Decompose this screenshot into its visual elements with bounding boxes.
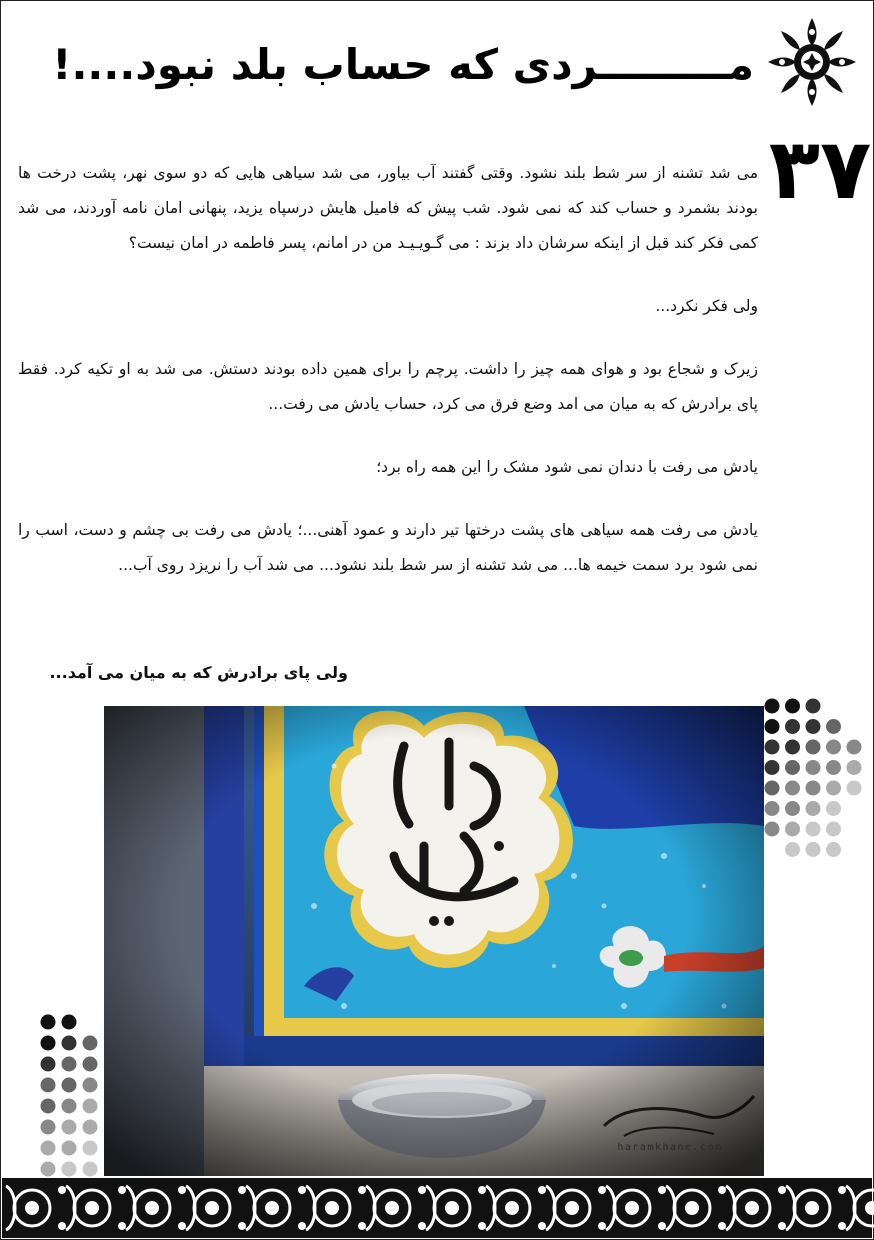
decorative-dot	[83, 1057, 98, 1072]
decorative-dot	[806, 842, 821, 857]
decorative-dot	[826, 842, 841, 857]
decorative-dot	[785, 842, 800, 857]
decorative-dot	[62, 1057, 77, 1072]
decorative-dot	[785, 822, 800, 837]
decorative-dot	[806, 760, 821, 775]
decorative-dot	[62, 1141, 77, 1156]
decorative-dot	[41, 1141, 56, 1156]
decorative-dot	[826, 801, 841, 816]
decorative-dot	[826, 822, 841, 837]
decorative-dot	[62, 1099, 77, 1114]
decorative-dots-left	[38, 1012, 104, 1178]
decorative-dot	[83, 1078, 98, 1093]
decorative-dot	[785, 781, 800, 796]
paragraph-3: زیرک و شجاع بود و هوای همه چیز را داشت. پرچم را برای همین داده بودند دستش. می شد به او تکیه کرد. فقط پای برادرش که به میان می امد وضع فرق می کرد، حساب یادش می رفت...	[18, 360, 758, 413]
decorative-dot	[765, 740, 780, 755]
decorative-dot	[785, 760, 800, 775]
photo-illustration	[104, 706, 764, 1176]
decorative-dot	[62, 1078, 77, 1093]
decorative-dot	[826, 760, 841, 775]
decorative-dot	[41, 1120, 56, 1135]
decorative-dot	[41, 1162, 56, 1177]
decorative-dot	[83, 1099, 98, 1114]
decorative-border	[2, 1178, 872, 1238]
decorative-dot	[806, 740, 821, 755]
decorative-dot	[83, 1141, 98, 1156]
paragraph-5: یادش می رفت همه سیاهی های پشت درختها تیر دارند و عمود آهنی...؛ یادش می رفت بی چشم و دست، اسب را نمی شود برد سمت خیمه ها... می شد تشنه از سر شط بلند نشود... می شد آب را نریزد روی آب...	[18, 521, 758, 574]
decorative-dot	[62, 1120, 77, 1135]
decorative-dot	[785, 801, 800, 816]
decorative-dot	[765, 801, 780, 816]
paragraph-1: می شد تشنه از سر شط بلند نشود. وقتی گفتند آب بیاور، می شد سیاهی هایی که دو سوی نهر، پشت درخت ها بودند بشمرد و حساب کند که نمی شود. شب پیش که فامیل هایش درسپاه یزید، پنهانی امان نامه آوردند، می شد کمی فکر کند قبل از اینکه سرشان داد بزند : می گـویـیـد من در امانم، پسر فاطمه در امان نیست؟	[18, 164, 758, 252]
paragraph-4: یادش می رفت با دندان نمی شود مشک را این همه راه برد؛	[376, 458, 758, 476]
decorative-dot	[826, 719, 841, 734]
decorative-dot	[847, 781, 862, 796]
decorative-dot	[826, 781, 841, 796]
photo-watermark: haramkhane.com	[617, 1142, 723, 1153]
decorative-dot	[785, 740, 800, 755]
decorative-dot	[41, 1015, 56, 1030]
decorative-dot	[62, 1036, 77, 1051]
paragraph-2: ولی فکر نکرد...	[655, 297, 758, 315]
decorative-dot	[41, 1036, 56, 1051]
decorative-dot	[765, 699, 780, 714]
decorative-dot	[806, 781, 821, 796]
decorative-dot	[62, 1162, 77, 1177]
decorative-dot	[806, 719, 821, 734]
decorative-dot	[806, 699, 821, 714]
tile-inscription-photo	[104, 706, 764, 1176]
decorative-dot	[806, 801, 821, 816]
pull-quote: ولی پای برادرش که به میان می آمد...	[49, 663, 348, 682]
decorative-dot	[847, 760, 862, 775]
decorative-dot	[826, 740, 841, 755]
decorative-dot	[765, 760, 780, 775]
page-title: مـــــــــردی که حساب بلد نبود....!	[52, 40, 754, 89]
decorative-dot	[847, 740, 862, 755]
decorative-dot	[785, 719, 800, 734]
decorative-dot	[41, 1057, 56, 1072]
decorative-dot	[83, 1162, 98, 1177]
decorative-dot	[83, 1120, 98, 1135]
decorative-dot	[41, 1099, 56, 1114]
decorative-dot	[785, 699, 800, 714]
decorative-dot	[765, 719, 780, 734]
floral-ornament-icon	[766, 16, 858, 108]
decorative-dot	[62, 1015, 77, 1030]
decorative-dot	[83, 1036, 98, 1051]
article-body	[18, 156, 758, 583]
decorative-dot	[806, 822, 821, 837]
decorative-dot	[41, 1078, 56, 1093]
decorative-dots-right	[762, 696, 872, 866]
decorative-dot	[765, 781, 780, 796]
decorative-dot	[765, 822, 780, 837]
page-number	[768, 120, 872, 220]
page-number-text: ۳۷	[768, 120, 872, 218]
